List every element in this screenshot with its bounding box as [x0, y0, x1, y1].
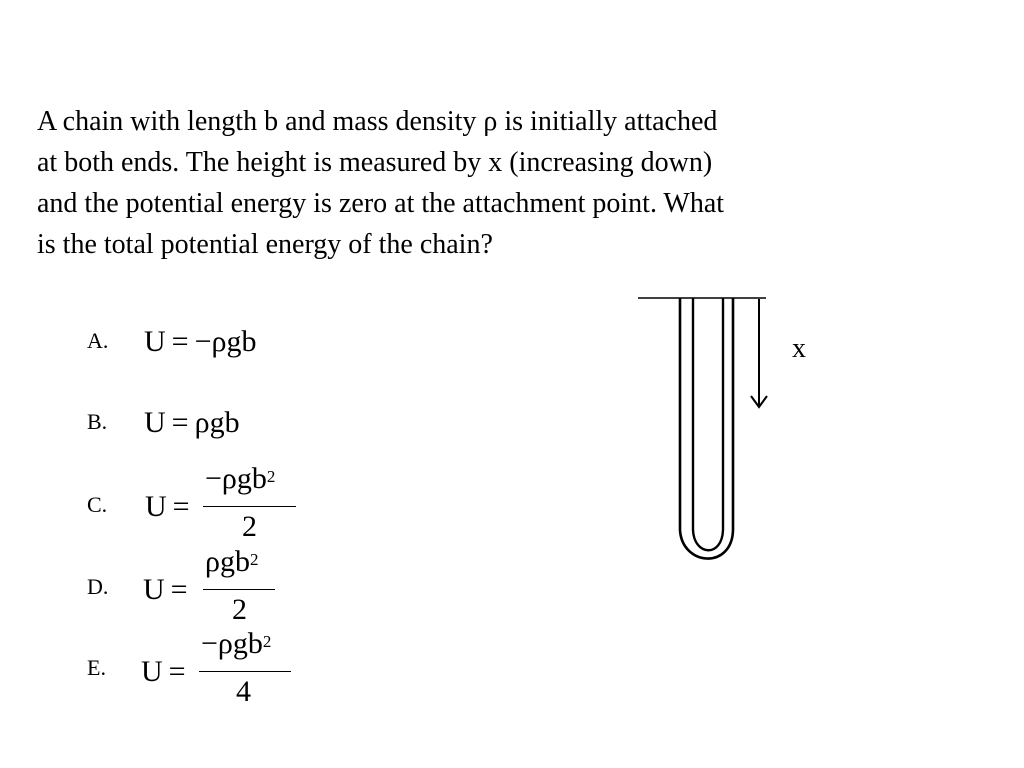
option-b-label: B.	[87, 409, 108, 434]
option-e-equals: =	[168, 655, 186, 688]
option-b-equals: =	[171, 406, 189, 439]
option-c-denominator: 2	[242, 510, 257, 543]
x-axis-label: x	[792, 333, 806, 364]
option-e-label: E.	[87, 655, 106, 680]
question-line-4: is the total potential energy of the chain?	[37, 229, 493, 260]
option-a-rhs: −ρgb	[194, 325, 257, 358]
option-d-label: D.	[87, 574, 109, 599]
option-b-lhs: U	[144, 406, 166, 439]
option-d-lhs: U	[143, 573, 165, 606]
option-e-denominator: 4	[236, 675, 251, 708]
option-c-exponent: 2	[266, 467, 276, 486]
option-e-exponent: 2	[262, 632, 272, 651]
option-d-exponent: 2	[249, 550, 259, 569]
option-d-denominator: 2	[232, 593, 247, 626]
option-e-lhs: U	[141, 655, 163, 688]
option-d-equals: =	[170, 573, 188, 606]
option-d-numerator-text: ρgb	[205, 545, 250, 578]
question-line-1: A chain with length b and mass density ρ is initially attached	[37, 106, 718, 137]
option-c-label: C.	[87, 492, 108, 517]
question-line-3: and the potential energy is zero at the attachment point. What	[37, 188, 725, 219]
question-line-2: at both ends. The height is measured by x (increasing down)	[37, 147, 713, 178]
option-c-lhs: U	[145, 490, 167, 523]
option-a-lhs: U	[144, 325, 166, 358]
option-b-rhs: ρgb	[194, 406, 240, 439]
option-c-numerator-text: −ρgb	[205, 462, 267, 495]
option-c-equals: =	[172, 490, 190, 523]
option-a-label: A.	[87, 328, 109, 353]
chain-outer	[680, 298, 733, 559]
option-a-equals: =	[171, 325, 189, 358]
chain-inner	[693, 298, 723, 550]
option-e-numerator-text: −ρgb	[201, 627, 263, 660]
